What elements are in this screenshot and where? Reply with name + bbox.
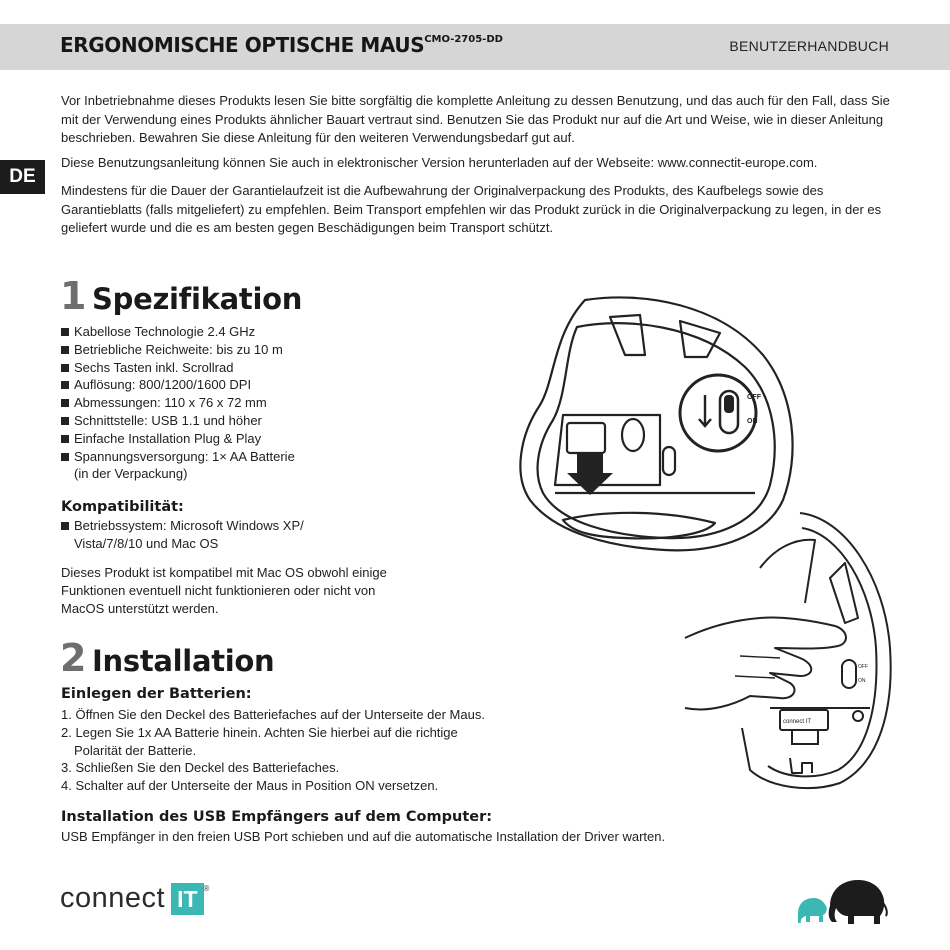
switch-off-label: OFF [747,394,761,401]
compat-list [61,517,304,553]
section-title: Installation [92,644,275,678]
spec-list [61,323,295,483]
list-item: 2. Legen Sie 1x AA Batterie hinein. Achten Sie hierbei auf die richtige Polarität der Batterie. [61,724,458,758]
bullet-icon [61,328,69,336]
switch-on-label: ON [747,418,758,425]
list-item: Betriebliche Reichweite: bis zu 10 m [61,341,295,359]
list-item: Betriebssystem: Microsoft Windows XP/ Vista/7/8/10 und Mac OS [61,517,304,553]
brand-box: IT [171,883,203,915]
intro-paragraph-1: Vor Inbetriebnahme dieses Produkts lesen Sie bitte sorgfältig die komplette Anleitung zu dessen Benutzung, und das auch für den Fall, dass Sie mit der Verwendung eines Produkts ähnlicher Bauart vertraut sind. Benutzen Sie das Produkt nur auf die Art und Weise, wie in dieser Anleitung beschrieben. Bewahren Sie diese Anleitung für den weiteren Verwendungsbedarf gut auf. [61,93,890,145]
battery-steps [61,706,485,795]
bullet-icon [61,435,69,443]
list-item: 3. Schließen Sie den Deckel des Batteriefaches. [61,760,340,776]
intro-paragraph-2: Diese Benutzungsanleitung können Sie auch in elektronischer Version herunterladen auf der Webseite: www.connectit-europe.com. [61,155,818,170]
list-item: Einfache Installation Plug & Play [61,430,295,448]
section-heading-install [60,636,274,680]
language-tab: DE [0,160,45,194]
intro-paragraph-3: Mindestens für die Dauer der Garantielaufzeit ist die Aufbewahrung der Originalverpackung des Produkts, des Kaufbelegs sowie des Garantieblatts (falls mitgeliefert) zu empfehlen. Beim Transport empfehlen wir das Produkt zurück in die Originalverpackung zu legen, in der es geliefert wurde und die es am besten gegen Beschädigungen beim Transport schützt. [61,183,882,235]
list-item: 1. Öffnen Sie den Deckel des Batteriefaches auf der Unterseite der Maus. [61,707,485,722]
list-item: Schnittstelle: USB 1.1 und höher [61,412,295,430]
bullet-icon [61,364,69,372]
brand-logo [60,882,209,915]
elephant-logo-icon [796,876,891,926]
document-type: BENUTZERHANDBUCH [729,38,889,54]
list-item: Abmessungen: 110 x 76 x 72 mm [61,394,295,412]
bullet-icon [61,453,69,461]
batteries-heading: Einlegen der Batterien: [61,686,252,702]
list-item: Sechs Tasten inkl. Scrollrad [61,359,295,377]
brand-reg: ® [203,884,210,893]
section-title: Spezifikation [92,282,303,316]
bullet-icon [61,399,69,407]
title-text: ERGONOMISCHE OPTISCHE MAUS [60,33,425,57]
list-item: Auflösung: 800/1200/1600 DPI [61,376,295,394]
receiver-label: connect IT [783,719,812,725]
usb-text: USB Empfänger in den freien USB Port schieben und auf die automatische Installation der Driver warten. [61,829,666,844]
document-title [60,33,503,57]
bullet-icon [61,522,69,530]
list-item: Kabellose Technologie 2.4 GHz [61,323,295,341]
receiver-insert-illustration [680,508,895,793]
section-heading-spec [60,274,302,318]
usb-heading: Installation des USB Empfängers auf dem Computer: [61,809,493,825]
compat-note: Dieses Produkt ist kompatibel mit Mac OS obwohl einige Funktionen eventuell nicht funktionieren oder nicht von MacOS unterstützt werden. [61,565,387,616]
bullet-icon [61,346,69,354]
bullet-icon [61,417,69,425]
switch-on-label: ON [858,678,866,684]
brand-word: connect [60,882,166,914]
switch-off-label: OFF [858,664,868,670]
compat-heading: Kompatibilität: [61,499,184,515]
list-item: 4. Schalter auf der Unterseite der Maus in Position ON versetzen. [61,778,439,794]
model-number: CMO-2705-DD [424,34,503,46]
section-number: 1 [60,274,87,318]
section-number: 2 [60,636,87,680]
list-item: Spannungsversorgung: 1× AA Batterie (in der Verpackung) [61,448,295,484]
bullet-icon [61,381,69,389]
